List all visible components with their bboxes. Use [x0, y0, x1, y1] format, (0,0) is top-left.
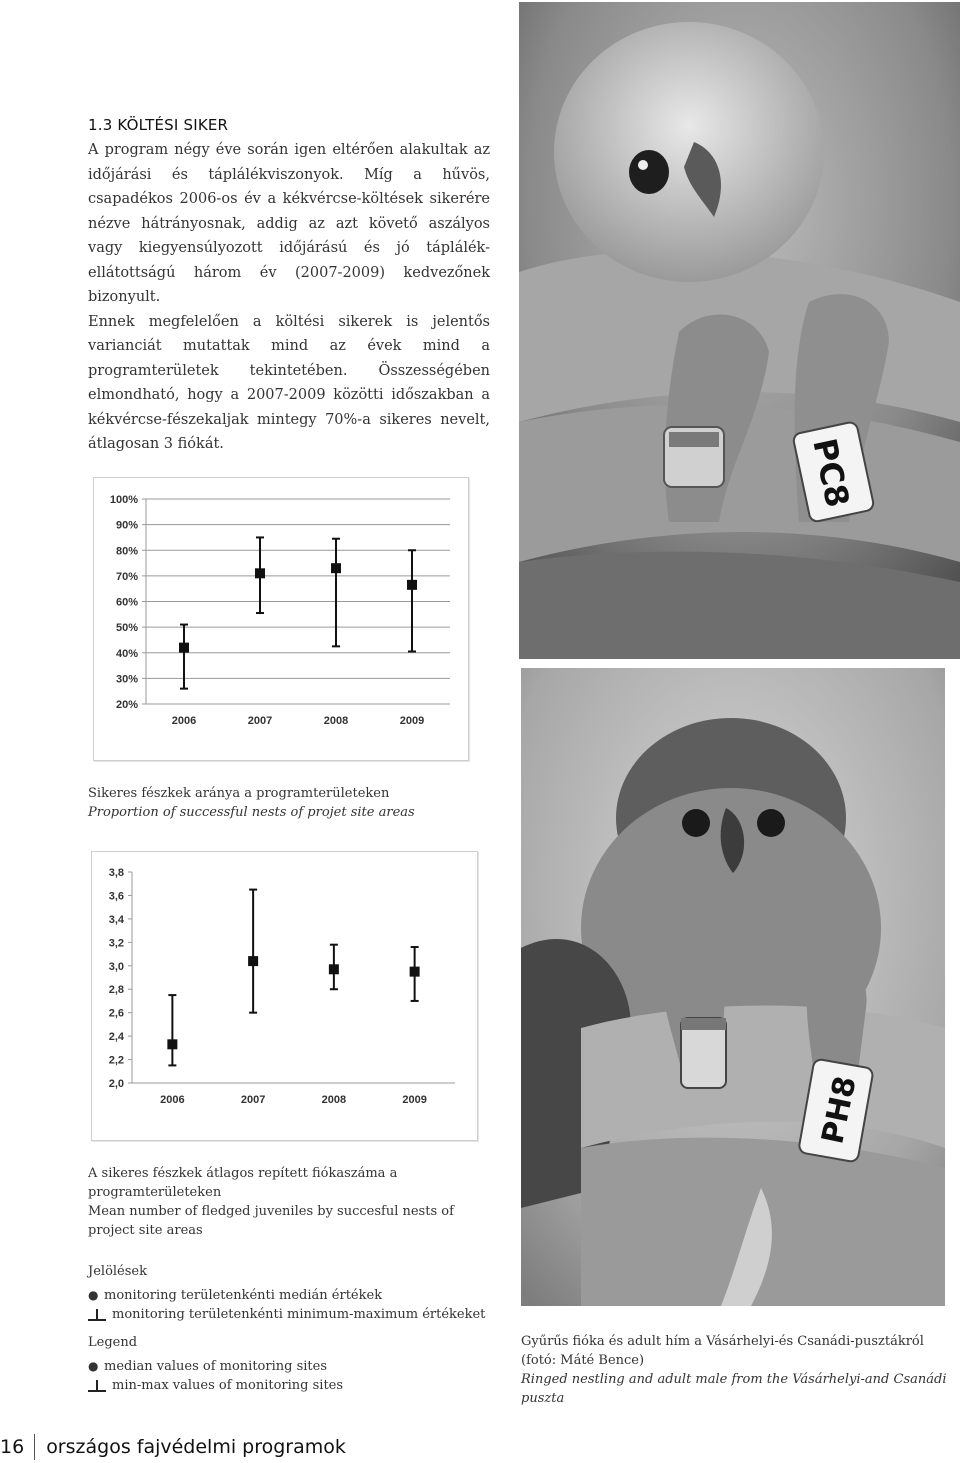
chart2-median-point: [167, 1039, 177, 1049]
photo-nestling: [519, 2, 960, 659]
chart1-caption-en: Proportion of successful nests of projet site areas: [88, 805, 415, 820]
chart1-median-point: [179, 643, 189, 653]
legend-hu-median-row: [88, 1286, 518, 1305]
legend-en-minmax: min-max values of monitoring sites: [112, 1378, 344, 1393]
chart2-x-tick-label: 2006: [160, 1094, 185, 1106]
footer-divider: [34, 1434, 35, 1460]
photo-caption-hu: Gyűrűs fióka és adult hím a Vásárhelyi-és Csanádi-pusztákról (fotó: Máté Bence): [521, 1334, 924, 1368]
chart1-x-tick-label: 2009: [399, 715, 425, 727]
photo-adult-male: [521, 668, 945, 1306]
chart1-y-tick-label: 100%: [109, 494, 138, 506]
chart2-y-tick-label: 2,6: [108, 1007, 124, 1020]
paragraph-2: Ennek megfelelően a költési sikerek is jelentős varianciát mutattak mind az évek mind a programterületek tekintetében. Összességében elmondható, hogy a 2007-2009 közötti időszakban a kékvércse-fészekaljak mintegy 70%-a sikeres nevelt, átlagosan 3 fiókát.: [88, 313, 490, 452]
chart2-y-tick-label: 3,8: [108, 867, 124, 879]
photo-adult-male-image: [521, 668, 945, 1306]
chart1-x-tick-label: 2006: [171, 715, 197, 727]
chart1-median-point: [407, 580, 417, 590]
legend-hu: [88, 1262, 518, 1324]
page-number: 16: [0, 1436, 25, 1458]
photo-caption: [521, 1332, 960, 1408]
error-bar-icon: [88, 1309, 106, 1321]
legend-en-median: median values of monitoring sites: [104, 1359, 327, 1374]
chart-success-ratio: [93, 477, 469, 761]
chart2-median-point: [410, 967, 420, 977]
chart2-y-tick-label: 2,8: [108, 984, 124, 997]
chart1-y-tick-label: 50%: [115, 622, 138, 635]
chart2-median-point: [248, 956, 258, 966]
section-heading: 1.3 KÖLTÉSI SIKER: [88, 116, 229, 134]
chart2-caption-hu: A sikeres fészkek átlagos repített fiókaszáma a programterületeken: [88, 1166, 398, 1200]
legend-hu-median: monitoring területenkénti medián értékek: [104, 1288, 383, 1303]
photo-nestling-image: [519, 2, 960, 659]
legend-en-median-row: [88, 1357, 518, 1376]
legend-en-title: Legend: [88, 1335, 138, 1350]
chart2-x-tick-label: 2007: [240, 1094, 266, 1106]
chart2-y-tick-label: 3,0: [108, 960, 124, 973]
legend-hu-minmax-row: [88, 1305, 518, 1324]
chart1-x-tick-label: 2007: [247, 715, 273, 727]
photo-caption-en: Ringed nestling and adult male from the Vásárhelyi-and Csanádi puszta: [521, 1372, 947, 1406]
chart1-median-point: [255, 568, 265, 578]
legend-en-minmax-row: [88, 1376, 518, 1395]
legend-hu-title: Jelölések: [88, 1264, 147, 1279]
chart-fledglings-svg: [92, 852, 477, 1140]
chart2-y-tick-label: 3,2: [108, 937, 124, 950]
chart2-y-tick-label: 3,4: [108, 913, 124, 926]
chart1-y-tick-label: 40%: [115, 647, 138, 660]
chart1-caption: [88, 784, 508, 822]
chart2-y-tick-label: 2,0: [108, 1078, 124, 1090]
chart2-caption-en: Mean number of fledged juveniles by succesful nests of project site areas: [88, 1204, 454, 1238]
paragraph-1: A program négy éve során igen eltérően alakultak az időjárási és táplálékviszonyok. Míg a hűvös, csapadékos 2006-os év a kékvércse-költések sikerére nézve hátrányosnak, addig az azt követő aszályos vagy kiegyensúlyozott időjárású és jó táplálék-ellátottságú három év (2007-2009) kedvezőnek bizonyult.: [88, 142, 490, 305]
chart2-x-tick-label: 2008: [321, 1094, 347, 1106]
legend-en: [88, 1333, 518, 1395]
page-footer: [0, 1434, 346, 1460]
chart1-caption-hu: Sikeres fészkek aránya a programterületeken: [88, 786, 390, 801]
chart1-y-tick-label: 20%: [115, 699, 138, 711]
chart2-y-tick-label: 2,4: [108, 1031, 124, 1044]
section-body: [88, 138, 490, 457]
ring-label-ph8: PH8: [815, 1073, 864, 1147]
chart-success-ratio-svg: [94, 478, 468, 760]
ring-label-pc8: PC8: [805, 435, 857, 511]
chart2-median-point: [329, 964, 339, 974]
chart1-y-tick-label: 70%: [115, 570, 138, 583]
footer-title: országos fajvédelmi programok: [46, 1436, 346, 1458]
chart2-y-tick-label: 2,2: [108, 1054, 124, 1067]
chart2-caption: [88, 1164, 483, 1240]
bullet-icon: ●: [88, 1359, 99, 1373]
error-bar-icon: [88, 1380, 106, 1392]
chart1-y-tick-label: 60%: [115, 596, 138, 609]
chart1-y-tick-label: 90%: [115, 519, 138, 532]
chart2-x-tick-label: 2009: [402, 1094, 427, 1106]
chart-fledglings: [91, 851, 478, 1141]
chart1-y-tick-label: 80%: [115, 545, 138, 558]
chart2-y-tick-label: 3,6: [108, 890, 124, 903]
chart1-y-tick-label: 30%: [115, 673, 138, 686]
chart1-x-tick-label: 2008: [323, 715, 349, 727]
chart1-median-point: [331, 563, 341, 573]
bullet-icon: ●: [88, 1288, 99, 1302]
legend-hu-minmax: monitoring területenkénti minimum-maximum értékeket: [112, 1307, 486, 1322]
